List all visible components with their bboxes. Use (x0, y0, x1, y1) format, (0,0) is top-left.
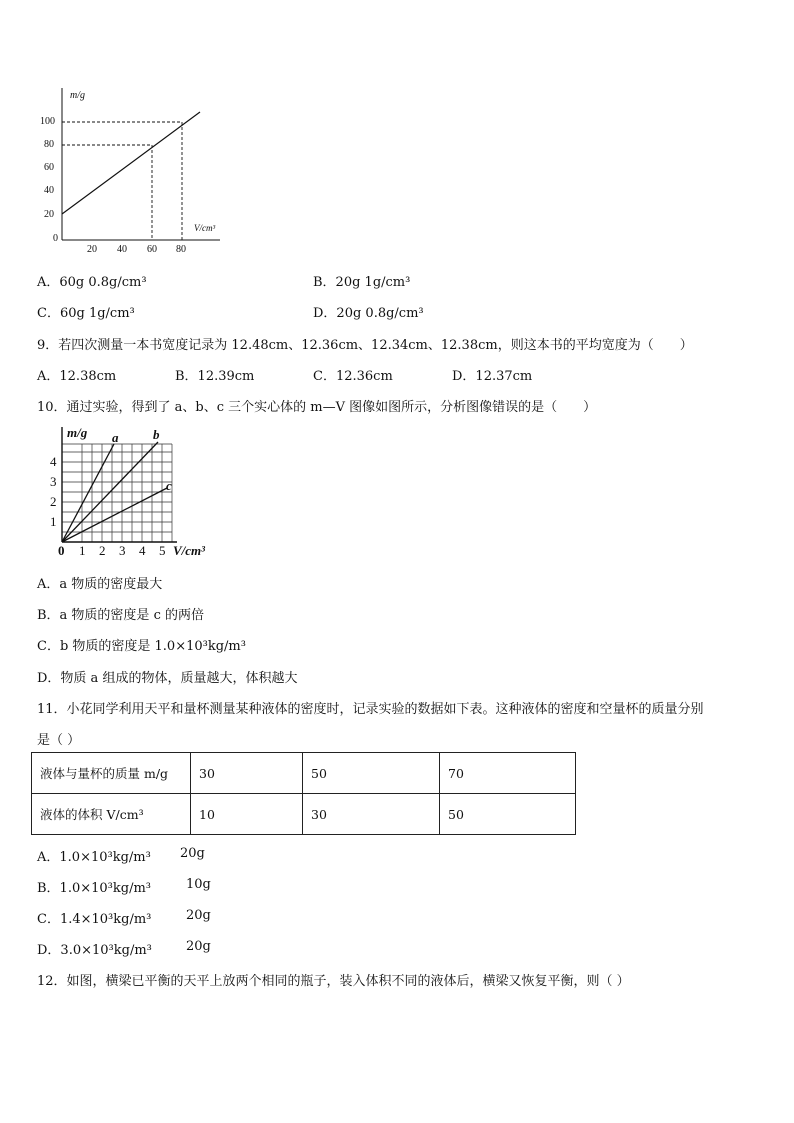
q9-option-d: D．12.37cm (452, 369, 533, 384)
graph2-xtick: 0 (58, 543, 65, 558)
graph2-xtick: 5 (159, 543, 166, 558)
graph2-x-ticks (58, 543, 166, 558)
graph2-ylabel: m/g (67, 425, 88, 440)
graph2-y-ticks (50, 454, 57, 529)
table-cell: 70 (440, 753, 576, 794)
graph1-ytick: 40 (44, 185, 54, 196)
q11-data-table (31, 752, 576, 835)
q10-option-c: C．b 物质的密度是 1.0×10³kg/m³ (37, 639, 246, 654)
q9-stem: 9．若四次测量一本书宽度记录为 12.48cm、12.36cm、12.34cm、12.38cm，则这本书的平均宽度为（ ） (37, 338, 693, 353)
q12-stem: 12．如图，横梁已平衡的天平上放两个相同的瓶子，装入体积不同的液体后，横梁又恢复平衡，则（ ） (37, 974, 630, 989)
graph1-ytick: 60 (44, 162, 54, 173)
graph2-label-c: c (166, 478, 172, 493)
table-cell: 50 (440, 794, 576, 835)
graph1-ylabel: m/g (70, 90, 85, 101)
graph-mass-volume-1 (30, 80, 230, 255)
graph2-xtick: 1 (79, 543, 86, 558)
q11-option-b-density: B．1.0×10³kg/m³ (37, 881, 151, 896)
graph2-ytick: 4 (50, 454, 57, 469)
table-cell: 液体与量杯的质量 m/g (32, 753, 191, 794)
graph1-ytick: 80 (44, 139, 54, 150)
graph2-xtick: 4 (139, 543, 146, 558)
graph1-data-line (62, 112, 200, 214)
q11-option-c-density: C．1.4×10³kg/m³ (37, 912, 152, 927)
graph1-xtick: 20 (87, 244, 97, 255)
graph1-y-ticks (40, 116, 55, 220)
q10-option-d: D．物质 a 组成的物体，质量越大，体积越大 (37, 671, 298, 686)
q11-option-b-mass: 10g (186, 877, 211, 892)
q8-option-a: A．60g 0.8g/cm³ (37, 275, 147, 290)
graph1-xlabel: V/cm³ (194, 223, 216, 233)
graph2-line-c (62, 488, 167, 542)
q9-option-c: C．12.36cm (313, 369, 393, 384)
table-cell: 30 (191, 753, 303, 794)
q11-stem-line2: 是（ ） (37, 733, 81, 748)
q8-option-c: C．60g 1g/cm³ (37, 306, 135, 321)
graph2-ytick: 3 (50, 474, 57, 489)
table-cell: 30 (303, 794, 440, 835)
graph-mass-volume-2 (45, 422, 220, 562)
graph2-line-a (62, 444, 114, 542)
q11-option-a-density: A．1.0×10³kg/m³ (37, 850, 151, 865)
graph2-xtick: 2 (99, 543, 106, 558)
q8-option-d: D．20g 0.8g/cm³ (313, 306, 424, 321)
q9-option-a: A．12.38cm (37, 369, 117, 384)
table-cell: 50 (303, 753, 440, 794)
table-cell: 10 (191, 794, 303, 835)
graph2-ytick: 2 (50, 494, 57, 509)
graph2-ytick: 1 (50, 514, 57, 529)
graph1-ytick: 20 (44, 209, 54, 220)
graph2-xtick: 3 (119, 543, 126, 558)
q10-option-a: A．a 物质的密度最大 (37, 577, 163, 592)
table-cell: 液体的体积 V/cm³ (32, 794, 191, 835)
graph1-xtick: 60 (147, 244, 157, 255)
q10-stem: 10．通过实验，得到了 a、b、c 三个实心体的 m—V 图像如图所示，分析图像错误的是（ ） (37, 400, 597, 415)
graph1-xtick: 80 (176, 244, 186, 255)
q11-stem-line1: 11．小花同学利用天平和量杯测量某种液体的密度时，记录实验的数据如下表。这种液体的密度和空量杯的质量分别 (37, 702, 704, 717)
q8-option-b: B．20g 1g/cm³ (313, 275, 411, 290)
q11-option-c-mass: 20g (186, 908, 211, 923)
graph1-origin: 0 (53, 233, 58, 244)
q11-option-d-mass: 20g (186, 939, 211, 954)
table-row (32, 794, 576, 835)
q11-option-d-density: D．3.0×10³kg/m³ (37, 943, 152, 958)
q9-option-b: B．12.39cm (175, 369, 255, 384)
graph2-label-b: b (153, 427, 160, 442)
graph2-label-a: a (112, 430, 119, 445)
graph1-x-ticks (87, 244, 186, 255)
table-row (32, 753, 576, 794)
graph2-xlabel: V/cm³ (173, 543, 206, 558)
graph1-xtick: 40 (117, 244, 127, 255)
q10-option-b: B．a 物质的密度是 c 的两倍 (37, 608, 204, 623)
graph1-ytick: 100 (40, 116, 55, 127)
q11-option-a-mass: 20g (180, 846, 205, 861)
